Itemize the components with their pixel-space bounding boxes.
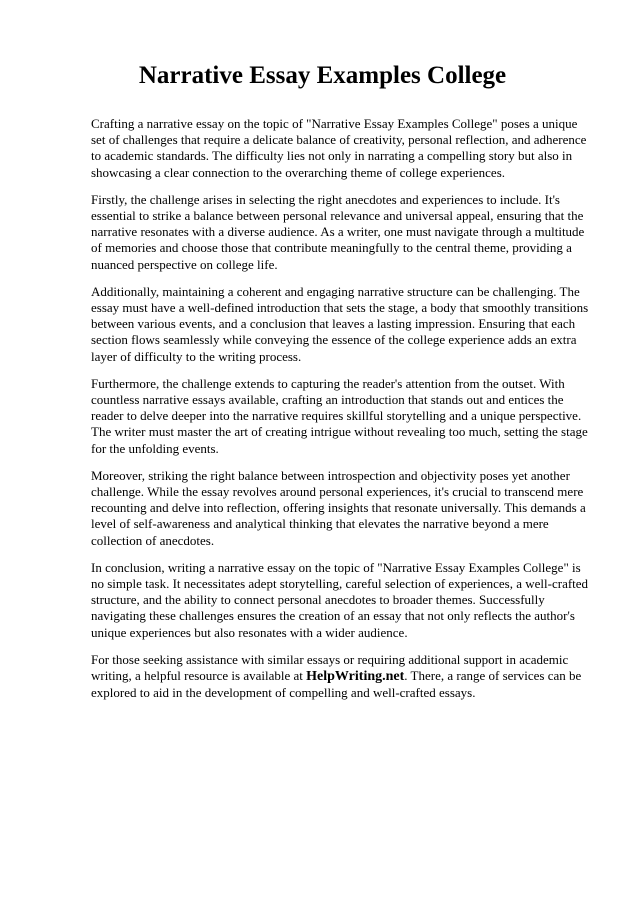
paragraph-furthermore: Furthermore, the challenge extends to capturing the reader's attention from the outset. With countless narrative essays available, crafting an introduction that stands out and entices the reader to delve deeper into the narrative requires skillful storytelling and a unique perspective. The writer must master the art of creating intrigue without revealing too much, setting the stage for the unfolding events. — [91, 375, 588, 456]
closing-text-after: . There, a range of services can be explored to aid in the development of compelling and well-crafted essays. — [91, 668, 582, 701]
paragraph-moreover: Moreover, striking the right balance between introspection and objectivity poses yet another challenge. While the essay revolves around personal experiences, it's crucial to transcend mere recounting and delve into reflection, offering insights that resonate universally. This demands a level of self-awareness and analytical thinking that elevates the narrative beyond a mere collection of anecdotes. — [91, 467, 586, 548]
paragraph-conclusion: In conclusion, writing a narrative essay on the topic of "Narrative Essay Examples College" is no simple task. It necessitates adept storytelling, careful selection of experiences, a well-crafted structure, and the ability to connect personal anecdotes to broader themes. Successfully navigating these challenges ensures the creation of an essay that not only reflects the author's unique experiences but also resonates with a wider audience. — [91, 559, 589, 640]
paragraph-firstly: Firstly, the challenge arises in selecting the right anecdotes and experiences to include. It's essential to strike a balance between personal relevance and universal appeal, ensuring that the narrative resonates with a diverse audience. As a writer, one must navigate through a multitude of memories and choose those that contribute meaningfully to the central theme, providing a nuanced perspective on college life. — [91, 191, 585, 272]
paragraph-closing — [91, 652, 594, 702]
helpwriting-link[interactable]: HelpWriting.net — [306, 669, 405, 685]
paragraph-intro: Crafting a narrative essay on the topic of "Narrative Essay Examples College" poses a unique set of challenges that require a delicate balance of creativity, personal reflection, and adherence to academic standards. The difficulty lies not only in narrating a compelling story but also in showcasing a clear connection to the overarching theme of college experiences. — [91, 116, 587, 180]
paragraph-additionally: Additionally, maintaining a coherent and engaging narrative structure can be challenging. The essay must have a well-defined introduction that sets the stage, a body that smoothly transitions between various events, and a conclusion that leaves a lasting impression. Ensuring that each section flows seamlessly while conveying the essence of the college experience adds an extra layer of difficulty to the writing process. — [91, 283, 589, 364]
document-title: Narrative Essay Examples College — [138, 62, 507, 89]
closing-text-before: For those seeking assistance with similar essays or requiring additional support in academic writing, a helpful resource is available at — [91, 651, 569, 684]
